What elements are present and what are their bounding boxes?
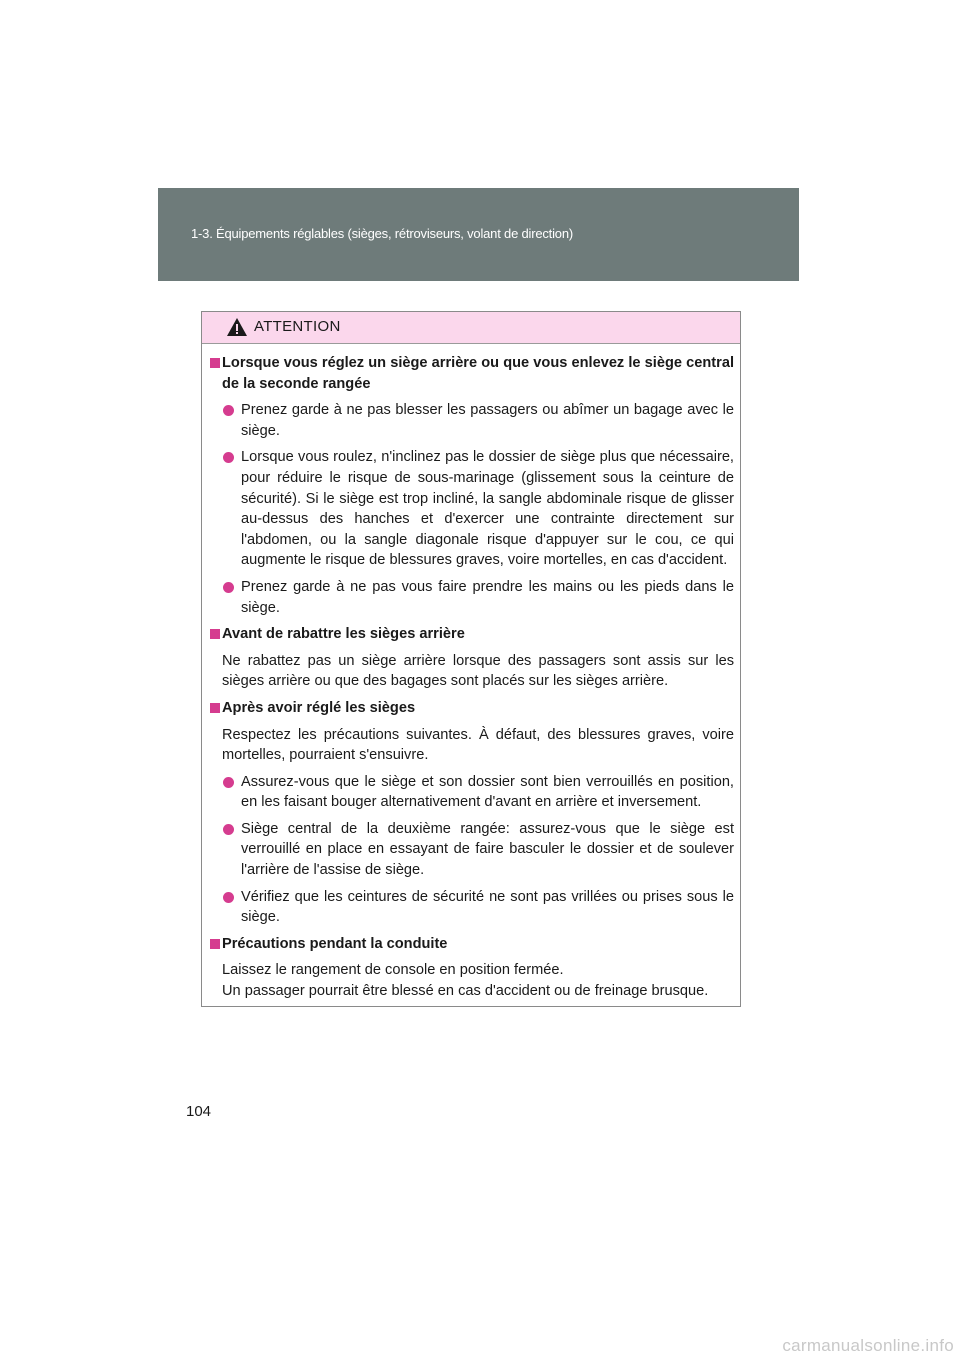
circle-bullet-icon <box>223 405 234 416</box>
page-number: 104 <box>186 1103 212 1120</box>
circle-bullet-icon <box>223 824 234 835</box>
list-item-text: Prenez garde à ne pas blesser les passagers ou abîmer un bagage avec le siège. <box>241 402 734 439</box>
list-item-text: Vérifiez que les ceintures de sécurité ne sont pas vrillées ou prises sous le siège. <box>241 888 734 926</box>
list-item <box>210 447 734 571</box>
list-item-text: Assurez-vous que le siège et son dossier sont bien verrouillés en position, en les faisant bouger alternativement d'avant en arrière et inversement. <box>241 773 734 811</box>
section-heading <box>210 698 734 719</box>
circle-bullet-icon <box>223 892 234 903</box>
warning-triangle-icon <box>226 317 248 337</box>
section-heading-text: Lorsque vous réglez un siège arrière ou que vous enlevez le siège central de la seconde rangée <box>222 355 734 392</box>
list-item <box>210 819 734 881</box>
section-heading <box>210 624 734 645</box>
circle-bullet-icon <box>223 777 234 788</box>
list-item <box>210 577 734 618</box>
attention-header <box>202 312 740 344</box>
section-driving-precautions <box>210 934 734 1002</box>
circle-bullet-icon <box>223 452 234 463</box>
circle-bullet-icon <box>223 582 234 593</box>
list-item-text: Lorsque vous roulez, n'inclinez pas le dossier de siège plus que nécessaire, pour réduire le risque de sous-marinage (glissement sous la ceinture de sécurité). Si le siège est trop incliné, la sangle abdominale risque de glisser au-dessus des hanches et d'exercer une contrainte directement sur l'abdomen, ou la sangle diagonale risque d'appuyer sur le cou, ce qui augmente le risque de blessures graves, voire mortelles, en cas d'accident. <box>241 449 734 569</box>
attention-box <box>201 311 741 1007</box>
square-bullet-icon <box>210 358 220 368</box>
list-item <box>210 772 734 813</box>
attention-title: ATTENTION <box>254 318 341 335</box>
section-rear-seat-adjust <box>210 353 734 618</box>
watermark: carmanualsonline.info <box>782 1336 954 1355</box>
list-item-text: Prenez garde à ne pas vous faire prendre les mains ou les pieds dans le siège. <box>241 578 734 616</box>
list-item <box>210 887 734 928</box>
section-line: Laissez le rangement de console en position fermée. <box>222 962 564 979</box>
section-line: Un passager pourrait être blessé en cas d'accident ou de freinage brusque. <box>222 983 709 1000</box>
square-bullet-icon <box>210 629 220 639</box>
square-bullet-icon <box>210 703 220 713</box>
section-heading-text: Avant de rabattre les sièges arrière <box>222 626 465 643</box>
attention-content <box>202 343 740 1008</box>
section-heading <box>210 934 734 955</box>
section-heading <box>210 353 734 394</box>
section-title: 1-3. Équipements réglables (sièges, rétroviseurs, volant de direction) <box>191 226 573 241</box>
section-paragraph: Ne rabattez pas un siège arrière lorsque des passagers sont assis sur les sièges arrière ou que des bagages sont placés sur les sièges arrière. <box>222 652 734 690</box>
section-header-band <box>158 188 799 281</box>
list-item <box>210 400 734 441</box>
section-after-adjust <box>210 698 734 928</box>
section-fold-rear-seats <box>210 624 734 692</box>
section-paragraph: Respectez les précautions suivantes. À défaut, des blessures graves, voire mortelles, pourraient s'ensuivre. <box>222 726 734 764</box>
section-heading-text: Après avoir réglé les sièges <box>222 699 416 716</box>
list-item-text: Siège central de la deuxième rangée: assurez-vous que le siège est verrouillé en place en essayant de faire basculer le dossier et de soulever l'arrière de l'assise de siège. <box>241 820 734 879</box>
square-bullet-icon <box>210 939 220 949</box>
section-heading-text: Précautions pendant la conduite <box>222 935 448 952</box>
